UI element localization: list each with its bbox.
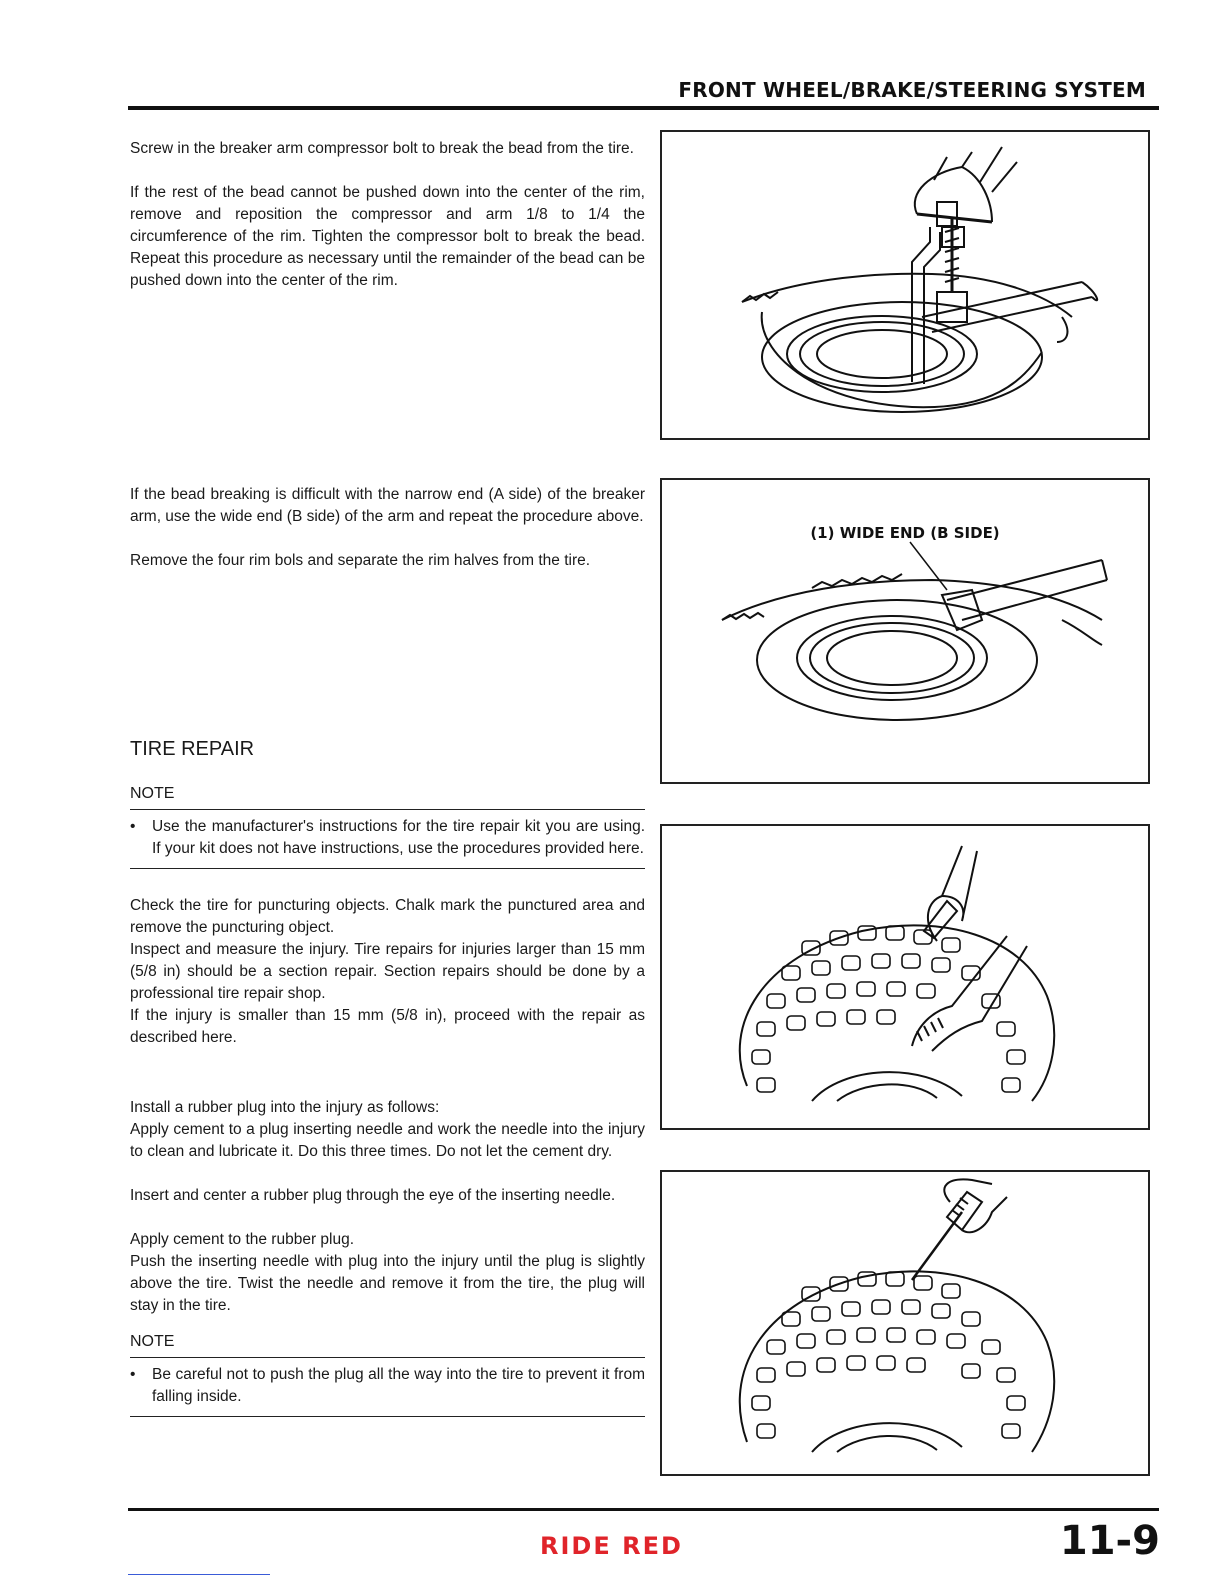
- bead-break-paragraph-2: If the rest of the bead cannot be pushed down into the center of the rim, remove and reposition the compressor and arm 1/8 to 1/4 the circumference of the rim. Tighten the compressor bolt to break the bead. Repeat this procedure as necessary until the remainder of the bead can be pushed down into the center of the rim.: [130, 184, 645, 289]
- tire-repair-section: [130, 738, 645, 1417]
- insert-plug-paragraph: Insert and center a rubber plug through the eye of the inserting needle.: [130, 1187, 616, 1204]
- page-header-title: FRONT WHEEL/BRAKE/STEERING SYSTEM: [678, 78, 1146, 102]
- inspect-paragraph: Inspect and measure the injury. Tire repairs for injuries larger than 15 mm (5/8 in) should be a section repair. Section repairs should be done by a professional tire repair shop.: [130, 941, 645, 1002]
- note-item-1: [130, 816, 645, 860]
- bead-break-paragraph-1: Screw in the breaker arm compressor bolt to break the bead from the tire.: [130, 140, 634, 157]
- apply-cement-plug-paragraph: Apply cement to the rubber plug.: [130, 1231, 355, 1248]
- rim-removal-paragraph: Remove the four rim bols and separate the rim halves from the tire.: [130, 552, 591, 569]
- wide-end-paragraph-1: If the bead breaking is difficult with the narrow end (A side) of the breaker arm, use the wide end (B side) of the arm and repeat the procedure above.: [130, 486, 645, 525]
- note-text-2: Be careful not to push the plug all the way into the tire to prevent it from falling inside.: [152, 1366, 645, 1405]
- bead-break-text: [130, 138, 645, 292]
- insert-plug-illustration: [662, 1172, 1148, 1474]
- note-label-2: NOTE: [130, 1333, 175, 1350]
- figure-insert-plug: [660, 1170, 1150, 1476]
- figure-chalk-mark: [660, 824, 1150, 1130]
- install-plug-paragraph: Install a rubber plug into the injury as follows:: [130, 1099, 440, 1116]
- note-text-1: Use the manufacturer's instructions for the tire repair kit you are using. If your kit does not have instructions, use the procedures provided here.: [152, 818, 645, 857]
- footer-brand-logo: RIDE RED: [540, 1532, 683, 1560]
- link-underline: [128, 1574, 270, 1575]
- page-number: 11-9: [1059, 1518, 1160, 1564]
- note-label-1: NOTE: [130, 785, 175, 802]
- wide-end-label: (1) WIDE END (B SIDE): [810, 524, 1000, 542]
- note-box-1: [130, 809, 645, 869]
- bullet-icon: •: [130, 1366, 136, 1383]
- bullet-icon: •: [130, 818, 136, 835]
- footer-rule: [128, 1508, 1159, 1511]
- wide-end-text: [130, 484, 645, 572]
- chalk-mark-illustration: [662, 826, 1148, 1128]
- figure-breaker-compressor: [660, 130, 1150, 440]
- smaller-injury-paragraph: If the injury is smaller than 15 mm (5/8 in), proceed with the repair as described here.: [130, 1007, 645, 1046]
- note-item-2: [130, 1364, 645, 1408]
- note-box-2: [130, 1357, 645, 1417]
- apply-cement-needle-paragraph: Apply cement to a plug inserting needle and work the needle into the injury to clean and lubricate it. Do this three times. Do not let the cement dry.: [130, 1121, 645, 1160]
- breaker-compressor-illustration: [662, 132, 1148, 438]
- figure-wide-end: [660, 478, 1150, 784]
- tire-repair-title: TIRE REPAIR: [130, 738, 255, 760]
- push-needle-paragraph: Push the inserting needle with plug into the injury until the plug is slightly above the tire. Twist the needle and remove it from the tire, the plug will stay in the tire.: [130, 1253, 645, 1314]
- header-rule: [128, 106, 1159, 110]
- check-tire-paragraph: Check the tire for puncturing objects. Chalk mark the punctured area and remove the puncturing object.: [130, 897, 645, 936]
